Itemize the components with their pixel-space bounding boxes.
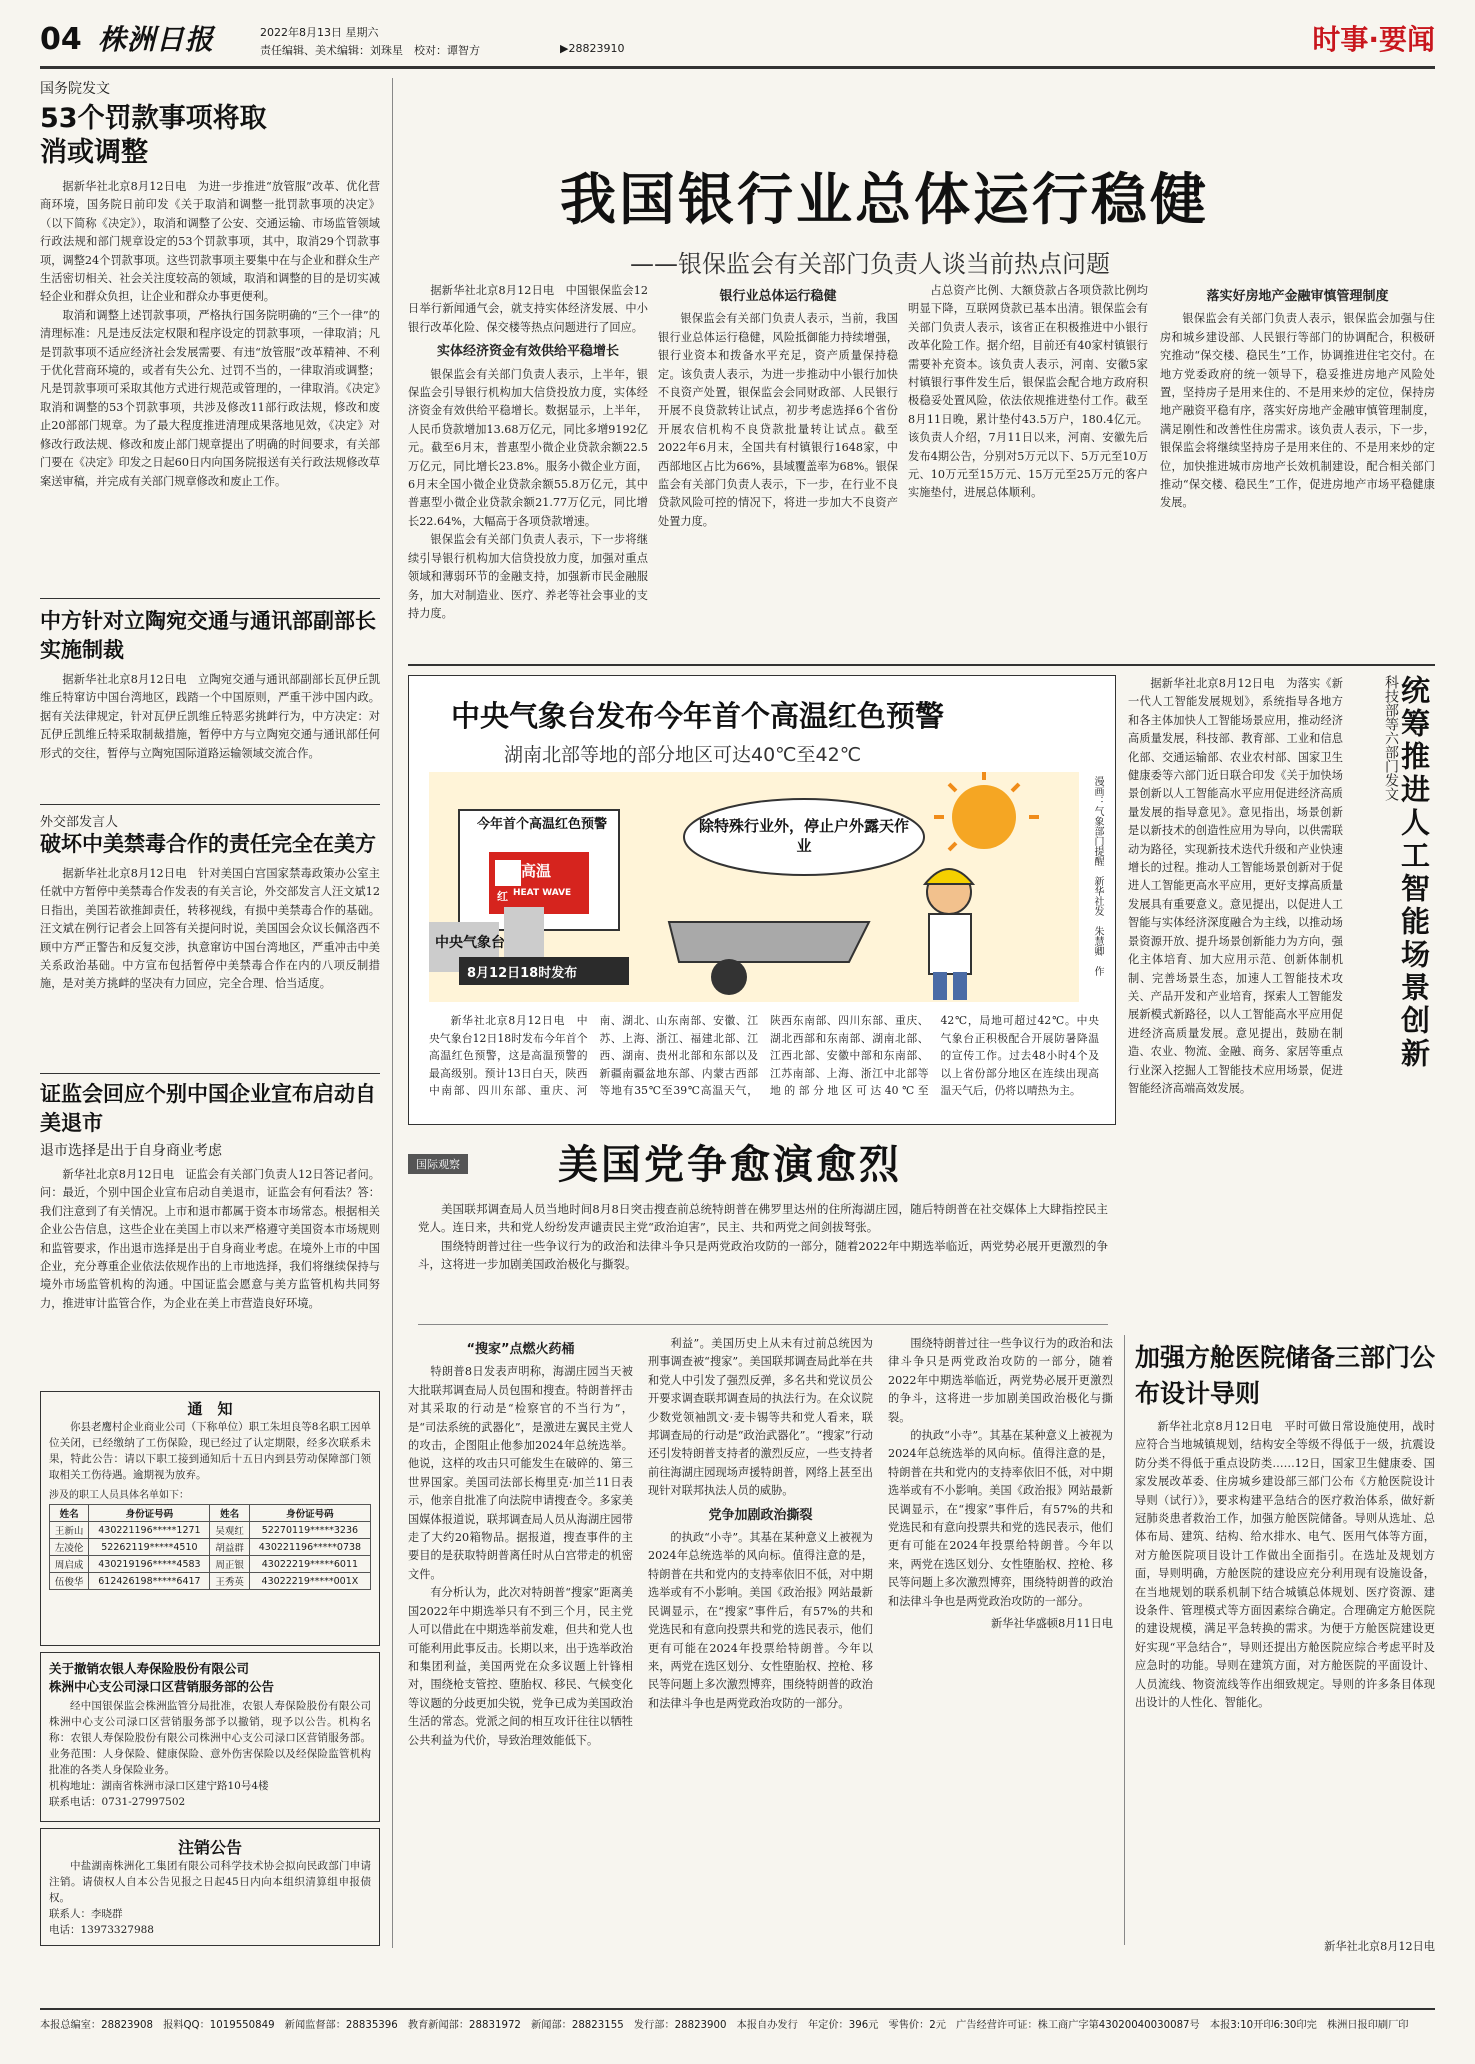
section-title: 时事·要闻 [1312, 23, 1435, 56]
lead-column-4 [1160, 282, 1435, 652]
table-cell: 王新山 [50, 1522, 89, 1539]
editor-phone: ▶28823910 [560, 42, 625, 55]
lead-column-3 [908, 282, 1148, 652]
table-row [50, 1522, 371, 1539]
table-cell: 612426198*****6417 [89, 1573, 210, 1590]
cabin-article [1135, 1340, 1436, 1953]
paragraph: 银保监会有关部门负责人表示，下一步将继续引导银行机构加大信贷投放力度，加强对重点领域和薄弱环节的金融支持，加强新市民金融服务，加大对制造业、医疗、养老等社会事业的支持力度。 [408, 533, 648, 620]
cancellation-phone: 电话：13973327988 [49, 1924, 154, 1936]
section-subhead: “搜家”点燃火药桶 [466, 1342, 575, 1357]
masthead-rule [40, 66, 1435, 69]
article-body [1135, 1418, 1435, 1938]
paragraph: 据新华社北京8月12日电 为落实《新一代人工智能发展规划》，系统指导各地方和各主体加快人工智能场景应用，推动经济高质量发展，科技部、教育部、工业和信息化部、交通运输部、农业农村部、国家卫生健康委等六部门近日联合印发《关于加快场景创新以人工智能高水平应用促进经济高质量发展的指导意见》。意见指出，场景创新是以新技术的创造性应用为导向，以供需联动为路径，实现新技术迭代升级和产业快速增长的过程。推动人工智能场景创新对于促进人工智能更高水平应用，更好支撑高质量发展具有重要意义。意见提出，以促进人工智能与实体经济深度融合为主线，以推动场景资源开放、提升场景创新能力为方向，强化主体培育、加大应用示范、创新体制机制、完善场景生态，加速人工智能技术攻关、产品开发和产业培育，探索人工智能发展新模式新路径，以人工智能高水平应用促进经济高质量发展。意见提出，鼓励在制造、农业、物流、金融、商务、家居等重点行业深入挖掘人工智能技术应用场景，促进智能经济高端高效发展。 [1128, 677, 1343, 1095]
table-cell: 430221196*****1271 [89, 1522, 210, 1539]
article-subtitle: 退市选择是出于自身商业考虑 [40, 1143, 222, 1159]
paragraph: 据新华社北京8月12日电 立陶宛交通与通讯部副部长瓦伊丘凯维丘特窜访中国台湾地区，践踏一个中国原则，严重干涉中国内政。据有关法律规定，针对瓦伊丘凯维丘特恶劣挑衅行为，中方决定：对瓦伊丘凯维丘特采取制裁措施，暂停中方与立陶宛交通与通讯部任何形式的交往，暂停与立陶宛国际道路运输领域交流合作。 [40, 673, 380, 760]
paragraph: 你县老鹰村企业商业公司（下称单位）职工朱坦良等8名职工因单位关闭，已经缴纳了工伤保险，现已经过了认定期限，经多次联系未果，特此公告：请以下职工接到通知后十五日内到县劳动保障部门领取相关工伤待遇。逾期视为放弃。 [49, 1421, 371, 1481]
dateline: 新华社北京8月12日电 [1324, 1940, 1435, 1953]
table-cell: 周正银 [210, 1556, 249, 1573]
cartoon-credit: 漫画：气象部门提醒 新华社发 朱慧卿 作 [1092, 776, 1103, 976]
cancellation-title: 注销公告 [177, 1838, 242, 1857]
weather-feature [408, 675, 1116, 1125]
article-column-1 [408, 1335, 633, 1940]
paragraph: 特朗普8日发表声明称，海湖庄园当天被大批联邦调查局人员包围和搜查。特朗普抨击对其采取的行动是“检察官的不当行为”，是“司法系统的武器化”，是激进左翼民主党人的攻击，企图阻止他参加2024年总统选举。他说，这样的攻击只可能发生在破碎的、第三世界国家。美国司法部长梅里克·加兰11日表示，他亲自批准了向法院申请搜查令。多家美国媒体报道说，联邦调查局人员从海湖庄园带走了大约20箱物品。据报道，搜查事件的主要目的是获取特朗普离任时从白宫带走的机密文件。 [408, 1365, 633, 1581]
paragraph: 的执政“小寺”。其基在某种意义上被视为2024年总统选举的风向标。值得注意的是，特朗普在共和党内的支持率依旧不低，对中期选举或有不小影响。美国《政治报》网站最新民调显示，在“搜家”事件后，有57%的共和党选民和有意向投票共和党的选民表示，他们更有可能在2024年投票给特朗普。今年以来，两党在选区划分、女性堕胎权、控枪、移民等问题上多次激烈博弈，围绕特朗普的政治和法律斗争也是两党政治攻防的一部分。 [648, 1531, 873, 1710]
column-divider [1124, 1335, 1125, 1945]
article-body [40, 671, 380, 796]
weather-subheadline: 湖南北部等地的部分地区可达40℃至42℃ [504, 744, 862, 766]
article-body [40, 1166, 380, 1381]
agency-label: 中央气象台 [435, 935, 505, 951]
section-subhead: 落实好房地产金融审慎管理制度 [1206, 289, 1389, 304]
paragraph: 占总资产比例、大额贷款占各项贷款比例均明显下降，互联网贷款已基本出清。银保监会有关部门负责人表示，该省正在积极推进中小银行改革化险工作。据介绍，目前还有40家村镇银行需要补充资本。该负责人表示，河南、安徽5家村镇银行事件发生后，银保监会配合地方政府积极稳妥处置风险，依法依规推进垫付工作。截至8月11日晚，累计垫付43.5万户，180.4亿元。该负责人介绍，7月11日以来，河南、安徽先后发布4期公告，分别对5万元以下、5万元至10万元、10万元至15万元、15万元至25万元的客户实施垫付，进展总体顺利。 [908, 284, 1148, 500]
table-row [50, 1556, 371, 1573]
table-cell: 430221196*****0738 [249, 1539, 370, 1556]
notice-body [49, 1419, 371, 1483]
notice-title: 通 知 [187, 1400, 233, 1418]
insurance-address: 机构地址：湖南省株洲市渌口区建宁路10号4楼 [49, 1780, 269, 1792]
table-cell: 52262119*****4510 [89, 1539, 210, 1556]
article-title: 加强方舱医院储备三部门公布设计导则 [1135, 1343, 1436, 1408]
dateline: 新华社华盛顿8月11日电 [990, 1617, 1113, 1631]
article-title: 53个罚款事项将取消或调整 [40, 103, 267, 168]
paragraph: 美国联邦调查局人员当地时间8月8日突击搜查前总统特朗普在佛罗里达州的住所海湖庄园，随后特朗普在社交媒体上大肆指控民主党人。连日来，共和党人纷纷发声谴责民主党“政治迫害”，民主、共和两党之间剑拔弩张。 [418, 1202, 1108, 1235]
article-body [1128, 675, 1343, 1320]
table-header-row [50, 1505, 371, 1522]
table-cell: 52270119*****3236 [249, 1522, 370, 1539]
section-subhead: 实体经济资金有效供给平稳增长 [436, 344, 619, 360]
paragraph: 据新华社北京8月12日电 中国银保监会12日举行新闻通气会，就支持实体经济发展、中小银行改革化险、保交楼等热点问题进行了回应。 [408, 284, 648, 334]
table-row [50, 1573, 371, 1590]
paragraph: 新华社北京8月12日电 平时可做日常设施使用，战时应符合当地城镇规划，结构安全等级不得低于一级，抗震设防分类不得低于重点设防类……12日，国家卫生健康委、国家发展改革委、住房城乡建设部三部门公布《方舱医院设计导则（试行）》，要求构建平急结合的医疗救治体系，做好新冠肺炎患者救治工作，加强方舱医院储备。导则从选址、总体布局、建筑、结构、给水排水、电气、医用气体等方面，对方舱医院项目设计工作做出全面指引。在选址及规划方面，导则明确，方舱医院的建设应充分利用现有设施设备，在当地规划的联系机制下结合城镇总体规划、医疗资源、建设条件、管理模式等方面因素综合确定。合理确定方舱医院的建设规模，满足平急转换的需求。为便于方舱医院建设更好实现“平急结合”，导则还提出方舱医院应综合考虑平时及应急时的功能。导则在建筑方面，对方舱医院的平面设计、人员流线、物资流线等作出细致规定。导则的许多条目体现出设计的人性化、智能化。 [1135, 1420, 1435, 1710]
article-column-3 [888, 1335, 1113, 1940]
table-cell: 43022219*****001X [249, 1573, 370, 1590]
table-cell: 王秀英 [210, 1573, 249, 1590]
insurance-notice-box [40, 1652, 380, 1822]
paragraph: 银保监会有关部门负责人表示，银保监会加强与住房和城乡建设部、人民银行等部门的协调配合，积极研究推动“保交楼、稳民生”工作，协调推进住宅交付。在地方党委政府的统一领导下，稳妥推进房地产风险处置，坚持房子是用来住的、不是用来炒的定位，保持房地产融资平稳有序，落实好房地产金融审慎管理制度，满足刚性和改善性住房需求。该负责人表示，下一步，银保监会将继续坚持房子是用来住的、不是用来炒的定位，加快推进城市房地产长效机制建设，配合相关部门推动“保交楼、稳民生”工作，促进房地产市场平稳健康发展。 [1160, 312, 1435, 510]
paragraph: 银保监会有关部门负责人表示，上半年，银保监会引导银行机构加大信贷投放力度，实体经济资金有效供给平稳增长。数据显示，上半年，人民币贷款增加13.68万亿元，同比多增9192亿元。截至6月末，普惠型小微企业贷款余额22.5万亿元，同比增长23.8%。服务小微企业方面，6月末全国小微企业贷款余额55.8万亿元，其中普惠型小微企业贷款余额21.77万亿元，同比增长22.64%，大幅高于各项贷款增速。 [408, 367, 648, 528]
insurance-title: 株洲中心支公司渌口区营销服务部的公告 [49, 1679, 275, 1694]
us-article [408, 1140, 1118, 1945]
article-kicker: 外交部发言人 [40, 815, 119, 830]
section-tag: 国际观察 [408, 1154, 468, 1174]
weather-headline: 中央气象台发布今年首个高温红色预警 [451, 699, 945, 733]
issue-date: 2022年8月13日 星期六 [260, 26, 379, 39]
column-divider [392, 78, 393, 1948]
cancellation-notice-box [40, 1828, 380, 1946]
paragraph: 利益”。美国历史上从未有过前总统因为刑事调查被“搜家”。美国联邦调查局此举在共和党人中引发了强烈反弹，多名共和党议员公开要求调查联邦调查局的执法行为。在众议院少数党领袖凯文·麦卡锡等共和党人看来，联邦调查局的行动是“政治武器化”。“搜家”行动还引发特朗普支持者的激烈反应，一些支持者前往海湖庄园现场声援特朗普，网络上甚至出现针对联邦执法人员的威胁。 [648, 1337, 873, 1498]
warning-badge-text: 高温 [521, 862, 552, 880]
table-cell: 430219196*****4583 [89, 1556, 210, 1573]
weather-body [429, 1012, 1099, 1120]
insurance-body [49, 1698, 371, 1778]
table-header: 姓名 [50, 1505, 89, 1522]
thermometer-icon [495, 860, 521, 886]
article-title: 美国党争愈演愈烈 [558, 1142, 902, 1188]
table-cell: 吴观红 [210, 1522, 249, 1539]
table-header: 身份证号码 [89, 1505, 210, 1522]
table-cell: 左凌伦 [50, 1539, 89, 1556]
paragraph: 银保监会有关部门负责人表示，当前，我国银行业总体运行稳健，风险抵御能力持续增强，银行业资本和拨备水平充足，资产质量保持稳定。该负责人表示，为进一步推动中小银行加快不良资产处置，银保监会会同财政部、人民银行开展不良贷款转让试点，初步考虑选择6个省份开展农信机构不良贷款批量转让试点。截至2022年6月末，全国共有村镇银行1648家，中西部地区占比为66%，县域覆盖率为68%。银保监会有关部门负责人表示，下一步，在行业不良贷款风险可控的情况下，将进一步加大不良资产处置力度。 [658, 312, 898, 528]
article-title: 中方针对立陶宛交通与通讯部副部长实施制裁 [40, 609, 376, 662]
warning-sign-title: 今年首个高温红色预警 [476, 817, 607, 832]
paragraph: 新华社北京8月12日电 中央气象台12日18时发布今年首个高温红色预警，这是高温预警的最高级别。预计13日白天，陕西中南部、四川东部、重庆、河南、湖北、山东南部、安徽、江苏、上海、浙江、福建北部、江西、湖南、贵州北部和东部以及新疆南疆盆地东部、内蒙古西部等地有35℃至39℃高温天气，陕西东南部、四川东部、重庆、湖北西部和东南部、湖南北部、江西北部、安徽中部和东南部、江苏南部、上海、浙江中北部等地的部分地区可达40℃至42℃，局地可超过42℃。中央气象台正积极配合开展防暑降温的宣传工作。过去48小时4个及以上省份部分地区在连续出现高温天气后，仍将以晴热为主。 [429, 1014, 1099, 1097]
section-divider [408, 664, 1435, 666]
lead-column-1 [408, 282, 648, 652]
paragraph: 取消和调整上述罚款事项，严格执行国务院明确的“三个一律”的清理标准：凡是违反法定权限和程序设定的罚款事项，一律取消；凡是罚款事项不适应经济社会发展需要、有违“放管服”改革精神、不利于优化营商环境的，或者有失公允、过罚不当的，一律取消或调整；凡是罚款事项可采取其他方式进行规范或管理的，一律取消。《决定》取消和调整的53个罚款事项，共涉及修改11部行政法规，修改和废止20部部门规章。为了最大程度推进清理成果落地见效，《决定》对修改行政法规、修改和废止部门规章提出了明确的时间要求，有关部门要在《决定》印发之日起60日内向国务院报送有关行政法规修改草案送审稿，并完成有关部门规章修改和废止工作。 [40, 308, 380, 488]
left-column [40, 78, 380, 1948]
paragraph: 据新华社北京8月12日电 为进一步推进“放管服”改革、优化营商环境，国务院日前印发《关于取消和调整一批罚款事项的决定》（以下简称《决定》），取消和调整了公安、交通运输、市场监管领域行政法规和部门规章设定的53个罚款事项，其中，取消29个罚款事项，调整24个罚款事项。这些罚款事项主要集中在与企业和群众生产生活密切相关、社会关注度较高的领域，取消和调整的目的是切实减轻企业和群众负担，让企业和群众办事更便利。 [40, 180, 380, 304]
table-header: 姓名 [210, 1505, 249, 1522]
article-title: 证监会回应个别中国企业宣布启动自美退市 [40, 1082, 376, 1135]
notice-table [49, 1504, 371, 1590]
table-row [50, 1539, 371, 1556]
paper-logo: 株洲日报 [98, 23, 215, 56]
article-title: 统筹推进人工智能场景创新 [1397, 675, 1431, 1071]
paragraph: 中盐湖南株洲化工集团有限公司科学技术协会拟向民政部门申请注销。请债权人自本公告见报之日起45日内向本组织清算组申报债权。 [49, 1860, 371, 1904]
page-number: 04 [40, 22, 82, 57]
article-kicker: 国务院发文 [40, 81, 110, 97]
paragraph: 围绕特朗普过往一些争议行为的政治和法律斗争只是两党政治攻防的一部分，随着2022年中期选举临近，两党势必展开更激烈的争斗，这将进一步加剧美国政治极化与撕裂。 [888, 1337, 1113, 1424]
article-body [40, 865, 380, 1065]
release-time: 8月12日18时发布 [467, 966, 578, 981]
cancellation-contact: 联系人：李晓群 [49, 1908, 123, 1920]
section-subhead: 银行业总体运行稳健 [719, 289, 837, 304]
masthead [40, 22, 1435, 62]
heat-wave-label: HEAT WAVE [513, 888, 572, 898]
article-title: 破坏中美禁毒合作的责任完全在美方 [40, 832, 376, 856]
footer-info: 本报总编室：28823908 报料QQ：1019550849 新闻监督部：28835396 教育新闻部：28831972 新闻部：28823155 发行部：28823900 本报自办发行 年定价：396元 零售价：2元 广告经营许可证：株工商广字第43020040030087号 本报3:10开印6:30印完 株洲日报印刷厂印 [40, 2020, 1409, 2031]
footer-rule [40, 2008, 1435, 2010]
warning-level: 红 [497, 890, 508, 903]
lead-column-2 [658, 282, 898, 652]
article-kicker: 科技部等六部门发文 [1383, 675, 1399, 801]
article-intro [418, 1200, 1108, 1325]
paragraph: 有分析认为，此次对特朗普“搜家”距离美国2022年中期选举只有不到三个月，民主党人可以借此在中期选举前发难，但共和党人也可能利用此事反击。长期以来，出于选举政治和集团利益，美国两党在众多议题上针锋相对，围绕枪支管控、堕胎权、移民、气候变化等议题的分歧更加尖锐，党争已成为美国政治生活的常态。党派之间的相互攻讦往往以牺牲公共利益为代价，导致治理效能低下。 [408, 1586, 633, 1747]
table-cell: 43022219*****6011 [249, 1556, 370, 1573]
table-cell: 伍俊华 [50, 1573, 89, 1590]
lead-subtitle: ——银保监会有关部门负责人谈当前热点问题 [630, 250, 1110, 278]
paragraph: 围绕特朗普过往一些争议行为的政治和法律斗争只是两党政治攻防的一部分，随着2022年中期选举临近，两党势必展开更激烈的争斗，这将进一步加剧美国政治极化与撕裂。 [418, 1238, 1108, 1272]
lead-headline: 我国银行业总体运行稳健 [560, 168, 1209, 233]
article-column-2 [648, 1335, 873, 1940]
table-header: 身份证号码 [249, 1505, 370, 1522]
paragraph: 新华社北京8月12日电 证监会有关部门负责人12日答记者问。问：最近，个别中国企业宣布启动自美退市，证监会有何看法？答：我们注意到了有关情况。上市和退市都属于资本市场常态。根据相关企业公告信息，这些企业在美国上市以来严格遵守美国资本市场规则和监管要求，作出退市选择是出于自身商业考虑。在境外上市的中国企业，充分尊重企业依法依规作出的上市地选择，我们将继续保持与境外市场监管机构的沟通。中国证监会愿意与美方监管机构共同努力，推进审计监管合作，为企业在美上市营造良好环境。 [40, 1168, 380, 1310]
tech-article [1128, 675, 1435, 1325]
paragraph: 的执政“小寺”。其基在某种意义上被视为2024年总统选举的风向标。值得注意的是，特朗普在共和党内的支持率依旧不低，对中期选举或有不小影响。美国《政治报》网站最新民调显示，在“搜家”事件后，有57%的共和党选民和有意向投票共和党的选民表示，他们更有可能在2024年投票给特朗普。今年以来，两党在选区划分、女性堕胎权、控枪、移民等问题上多次激烈博弈，围绕特朗普的政治和法律斗争也是两党政治攻防的一部分。 [888, 1429, 1113, 1608]
notice-table-caption: 涉及的职工人员具体名单如下： [49, 1490, 189, 1501]
table-cell: 周启成 [50, 1556, 89, 1573]
cancellation-body [49, 1858, 371, 1906]
editor-line: 责任编辑、美术编辑：刘珠星 校对：谭智方 [260, 44, 480, 57]
table-cell: 胡益群 [210, 1539, 249, 1556]
speech-bubble-text: 除特殊行业外，停止户外露天作业 [699, 817, 910, 855]
paragraph: 据新华社北京8月12日电 针对美国白宫国家禁毒政策办公室主任就中方暂停中美禁毒合作发表的有关言论，外交部发言人汪文斌12日指出，美国若欲推卸责任，转移视线，有损中美禁毒合作的基础。汪文斌在例行记者会上回答有关提问时说，美国国会众议长佩洛西不顾中方严正警告和反复交涉，执意窜访中国台湾地区，严重冲击中美关系政治基础。中方宣布包括暂停中美禁毒合作在内的八项反制措施，是对美方挑衅的坚决有力回应，完全合理、恰当适度。 [40, 867, 380, 991]
insurance-title: 关于撤销农银人寿保险股份有限公司 [49, 1661, 250, 1676]
article-body [40, 178, 380, 588]
insurance-phone: 联系电话：0731-27997502 [49, 1796, 186, 1808]
paragraph: 经中国银保监会株洲监管分局批准，农银人寿保险股份有限公司株洲中心支公司渌口区营销服务部予以撤销，现予以公告。机构名称：农银人寿保险股份有限公司株洲中心支公司渌口区营销服务部。业务范围：人身保险、健康保险、意外伤害保险以及经保险监管机构批准的各类人身保险业务。 [49, 1700, 371, 1776]
notice-box [40, 1391, 380, 1646]
section-subhead: 党争加剧政治撕裂 [708, 1507, 813, 1523]
